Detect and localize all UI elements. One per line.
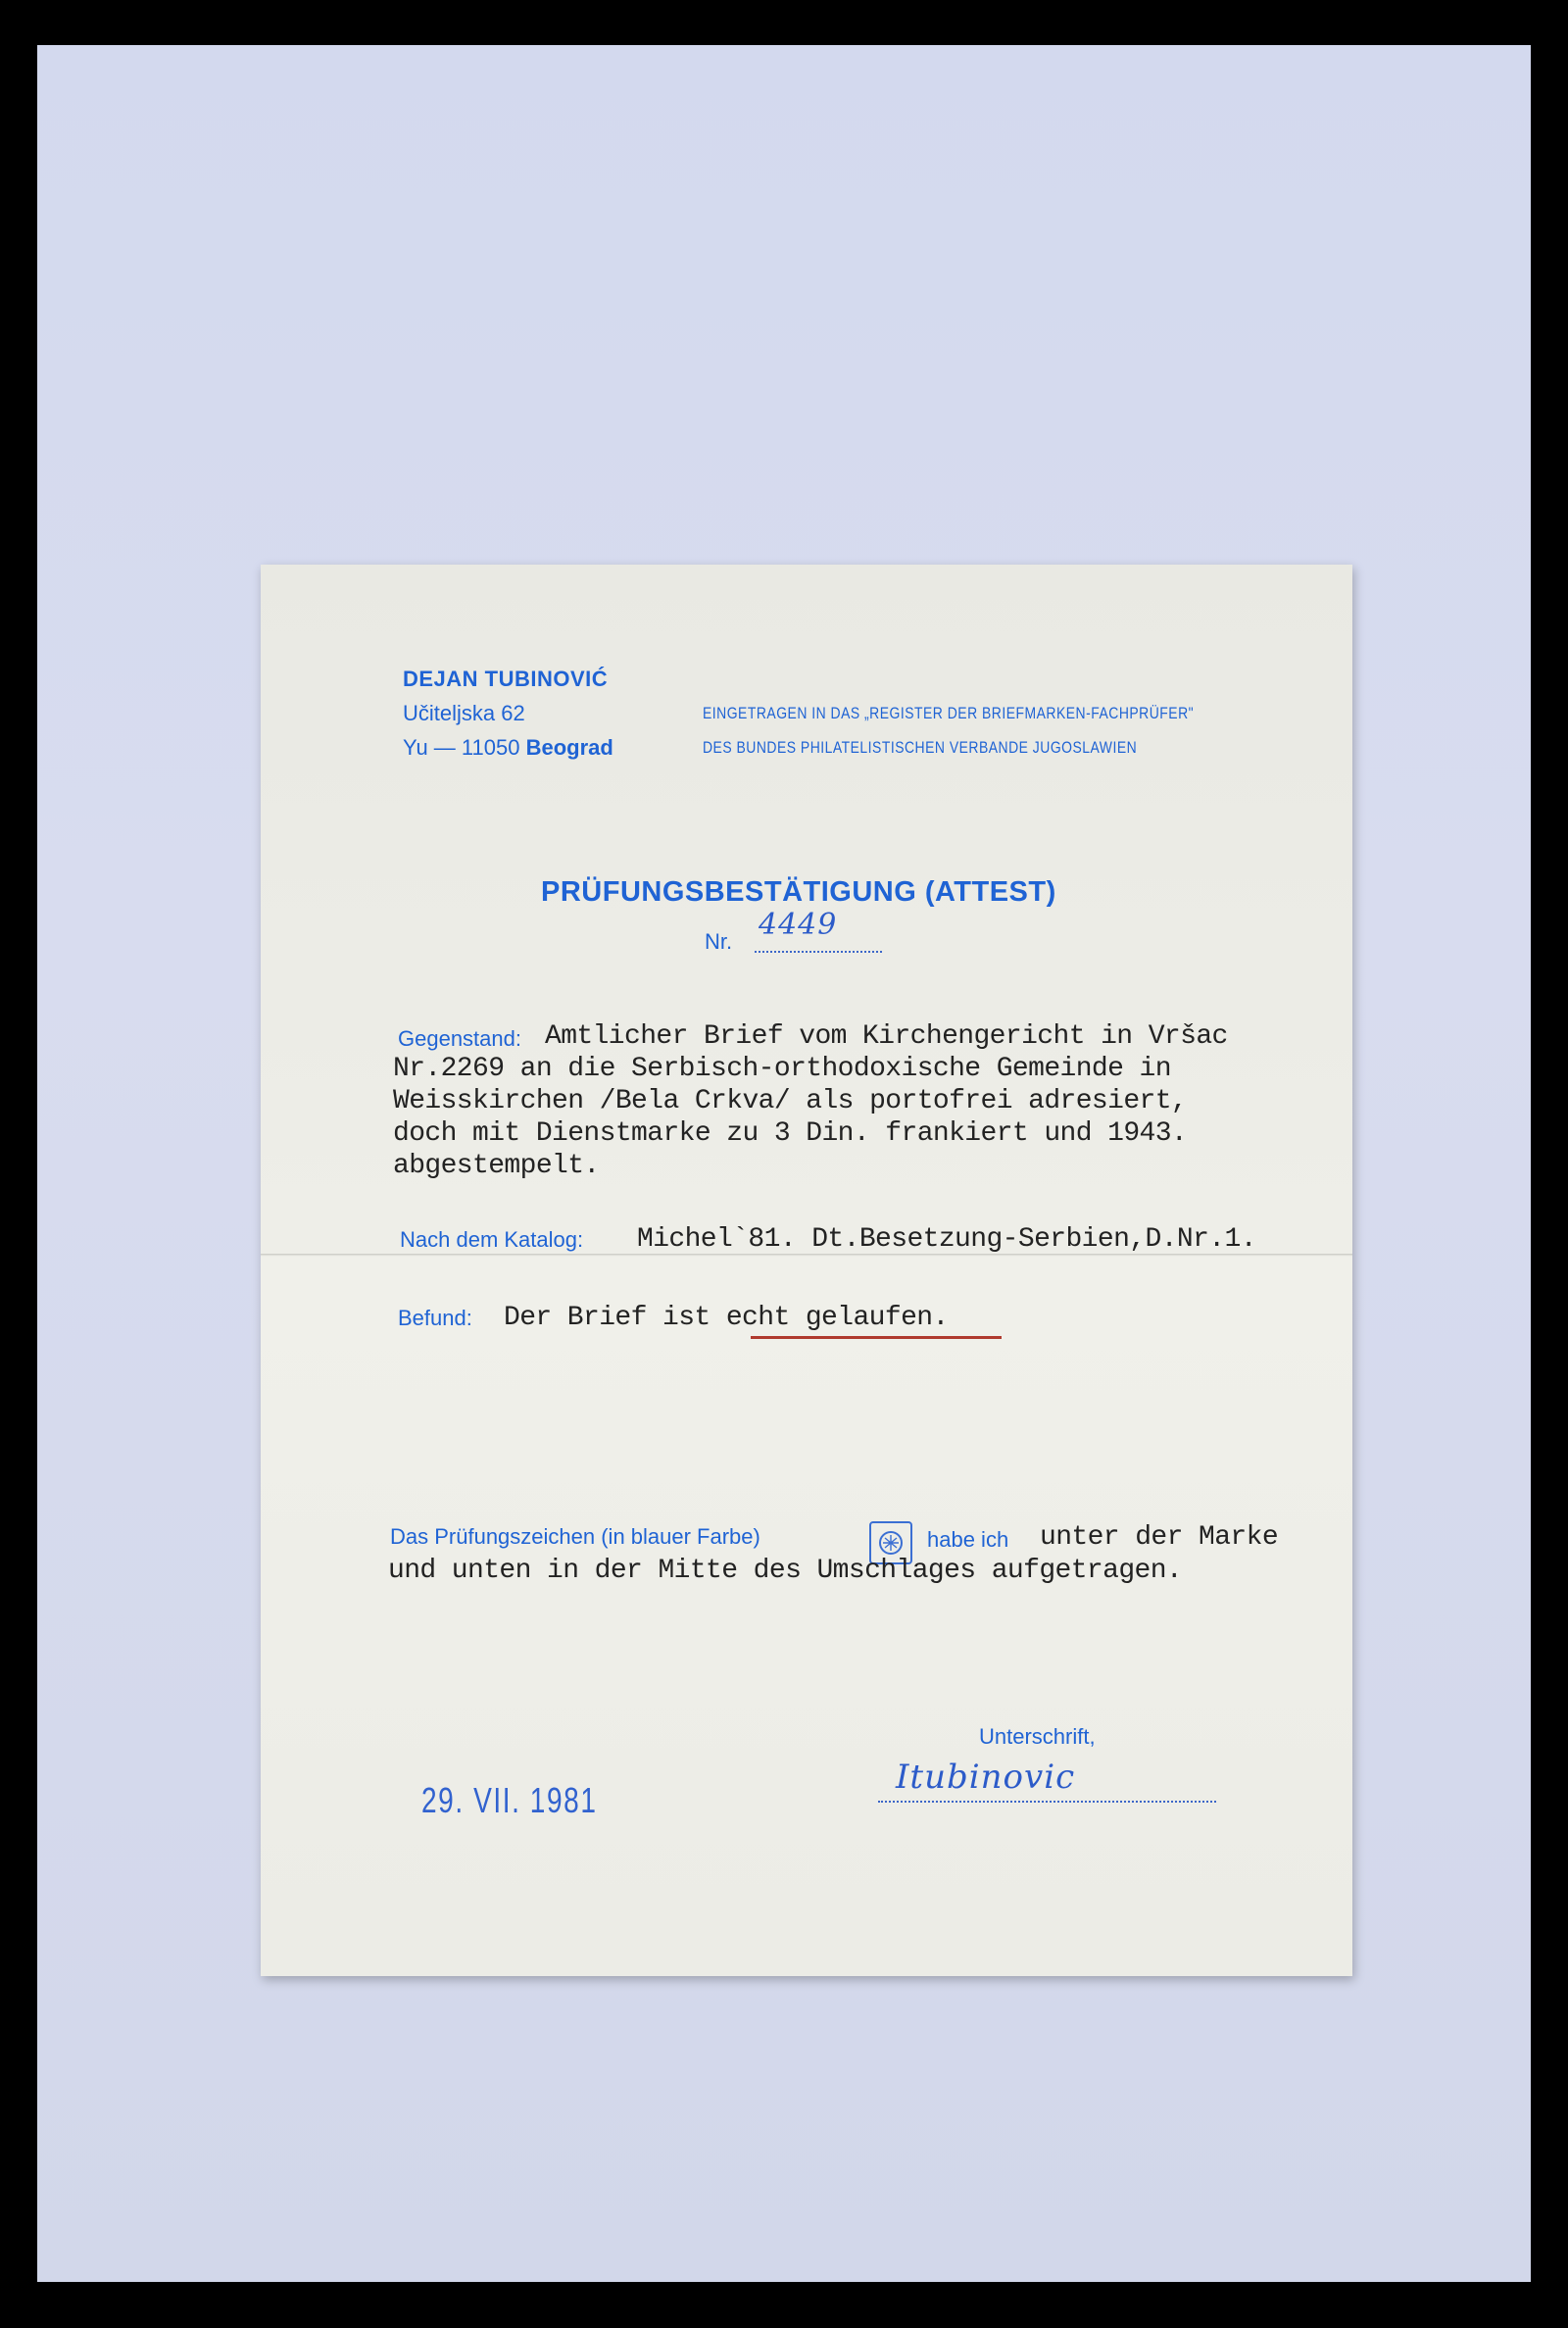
result-value: echt gelaufen. <box>725 1303 949 1333</box>
examiner-street: Učiteljska 62 <box>403 701 525 725</box>
subject-line-2: Nr.2269 an die Serbisch-orthodoxische Gemeinde in <box>393 1054 1171 1084</box>
examiner-city <box>403 735 613 761</box>
mark-text-blue: habe ich <box>927 1527 1009 1552</box>
subject-line-3: Weisskirchen /Bela Crkva/ als portofrei adresiert, <box>393 1086 1188 1116</box>
signature-label: Unterschrift, <box>979 1724 1096 1749</box>
signature-line <box>878 1801 1216 1803</box>
mark-text-before: Das Prüfungszeichen (in blauer Farbe) <box>390 1524 760 1549</box>
number-label: Nr. <box>705 929 733 954</box>
certificate-title: PRÜFUNGSBESTÄTIGUNG (ATTEST) <box>541 876 1056 908</box>
mark-text-typed: unter der Marke <box>1040 1522 1279 1553</box>
mark-line-2: und unten in der Mitte des Umschlages aufgetragen. <box>388 1556 1183 1586</box>
register-line-1: EINGETRAGEN IN DAS „REGISTER DER BRIEFMARKEN-FACHPRÜFER" <box>703 704 1195 722</box>
city-name: Beograd <box>525 735 613 760</box>
signature: Itubinovic <box>896 1758 1076 1797</box>
signature-area <box>878 1758 1216 1805</box>
register-line-2: DES BUNDES PHILATELISTISCHEN VERBANDE JUGOSLAWIEN <box>703 738 1138 757</box>
catalog-value: Michel`81. Dt.Besetzung-Serbien,D.Nr.1. <box>637 1224 1256 1255</box>
date-stamp: 29. VII. 1981 <box>421 1780 598 1820</box>
subject-line-1: Amtlicher Brief vom Kirchengericht in Vršac <box>545 1021 1228 1052</box>
result-underline <box>751 1336 1002 1339</box>
number-field <box>755 910 882 953</box>
result-statement <box>504 1302 949 1334</box>
catalog-label: Nach dem Katalog: <box>400 1227 584 1252</box>
certificate-card <box>261 565 1352 1976</box>
subject-line-5: abgestempelt. <box>393 1151 600 1181</box>
result-label: Befund: <box>398 1306 472 1330</box>
card-lower-half <box>261 1257 1352 1976</box>
result-prefix: Der Brief ist <box>504 1303 710 1333</box>
certificate-number: 4449 <box>759 908 838 942</box>
city-prefix: Yu — 11050 <box>403 735 520 760</box>
subject-line-4: doch mit Dienstmarke zu 3 Din. frankiert und 1943. <box>393 1118 1188 1149</box>
subject-label: Gegenstand: <box>398 1026 521 1051</box>
examiner-name: DEJAN TUBINOVIĆ <box>403 667 609 691</box>
